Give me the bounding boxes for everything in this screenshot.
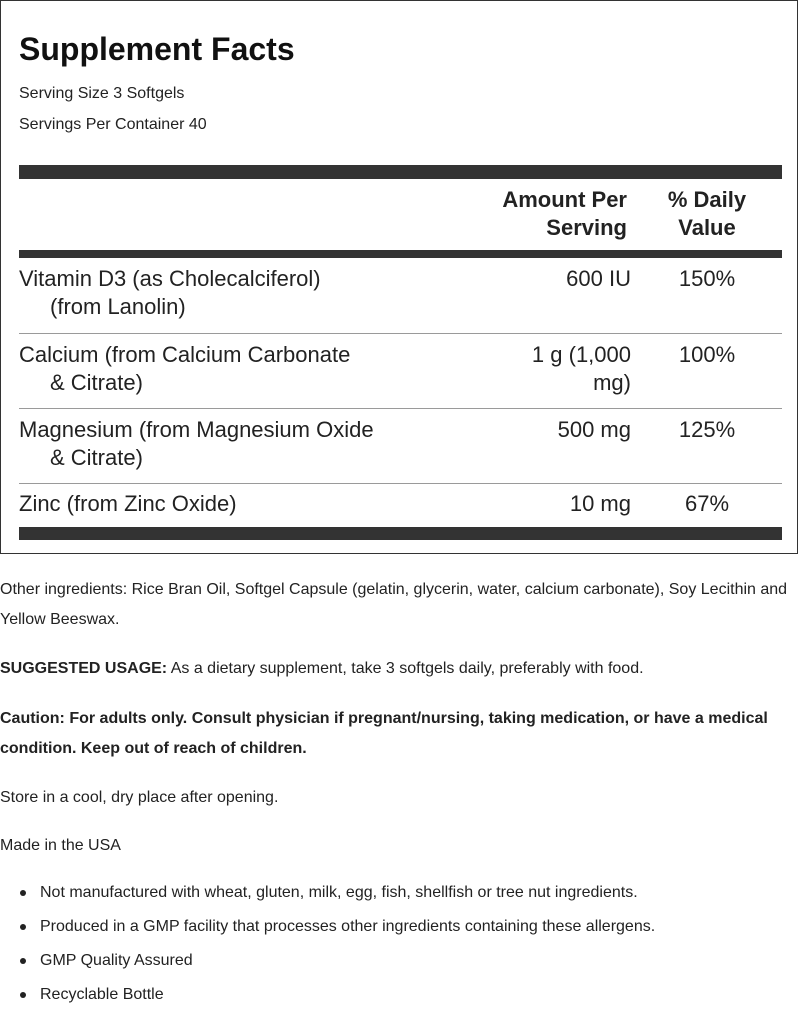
nutrient-amount bbox=[491, 341, 631, 397]
header-dv-line2: Value bbox=[678, 215, 736, 240]
suggested-usage-text: As a dietary supplement, take 3 softgels daily, preferably with food. bbox=[167, 660, 644, 677]
feature-bullet-list bbox=[0, 876, 798, 1012]
country-of-origin: Made in the USA bbox=[0, 837, 121, 854]
nutrient-amount bbox=[491, 490, 631, 518]
list-item bbox=[0, 978, 798, 1012]
nutrient-amount-line2: mg) bbox=[593, 370, 631, 395]
header-amount-line1: Amount Per bbox=[502, 187, 627, 212]
nutrient-amount-line1: 500 mg bbox=[557, 417, 631, 442]
caution-statement: Caution: For adults only. Consult physician if pregnant/nursing, taking medication, or have a medical condition. Keep out of reach of children. bbox=[0, 710, 768, 757]
header-amount-line2: Serving bbox=[546, 215, 627, 240]
bullet-dot-icon bbox=[20, 924, 26, 930]
thick-divider-middle bbox=[19, 250, 782, 258]
thick-divider-bottom bbox=[19, 527, 782, 540]
nutrient-name: Magnesium (from Magnesium Oxide bbox=[19, 417, 374, 442]
nutrient-name: Calcium (from Calcium Carbonate bbox=[19, 342, 351, 367]
thick-divider-top bbox=[19, 165, 782, 179]
bullet-dot-icon bbox=[20, 992, 26, 998]
nutrient-row-vitamin-d3 bbox=[19, 265, 782, 329]
nutrient-source: & Citrate) bbox=[50, 445, 143, 470]
nutrient-source: & Citrate) bbox=[50, 370, 143, 395]
nutrient-daily-value: 125% bbox=[678, 417, 736, 442]
list-item bbox=[0, 944, 798, 978]
nutrient-row-magnesium bbox=[19, 416, 782, 480]
nutrient-daily-value: 150% bbox=[678, 266, 736, 291]
nutrient-name: Vitamin D3 (as Cholecalciferol) bbox=[19, 266, 321, 291]
suggested-usage-label: SUGGESTED USAGE: bbox=[0, 660, 168, 677]
storage-instructions: Store in a cool, dry place after opening. bbox=[0, 789, 279, 806]
suggested-usage bbox=[0, 654, 798, 684]
serving-size: Serving Size 3 Softgels bbox=[19, 85, 185, 102]
list-item-text: Not manufactured with wheat, gluten, milk, egg, fish, shellfish or tree nut ingredients. bbox=[40, 884, 638, 901]
list-item-text: Recyclable Bottle bbox=[40, 986, 164, 1003]
nutrient-amount-line1: 10 mg bbox=[569, 491, 631, 516]
row-divider bbox=[19, 483, 782, 484]
nutrient-source: (from Lanolin) bbox=[50, 294, 186, 319]
nutrient-amount bbox=[491, 416, 631, 444]
list-item bbox=[0, 910, 798, 944]
header-dv-line1: % Daily bbox=[667, 187, 747, 212]
bullet-dot-icon bbox=[20, 890, 26, 896]
nutrient-amount-line1: 600 IU bbox=[566, 266, 631, 291]
other-ingredients: Other ingredients: Rice Bran Oil, Softgel Capsule (gelatin, glycerin, water, calcium carbonate), Soy Lecithin and Yellow Beeswax. bbox=[0, 581, 788, 628]
nutrient-row-calcium bbox=[19, 341, 782, 405]
list-item-text: GMP Quality Assured bbox=[40, 952, 193, 969]
list-item bbox=[0, 876, 798, 910]
nutrient-amount-line1: 1 g (1,000 bbox=[531, 342, 631, 367]
facts-title: Supplement Facts bbox=[19, 31, 295, 67]
nutrient-daily-value: 100% bbox=[678, 342, 736, 367]
header-amount-per-serving bbox=[502, 186, 627, 242]
nutrient-row-zinc bbox=[19, 490, 782, 520]
nutrient-name: Zinc (from Zinc Oxide) bbox=[19, 491, 237, 516]
nutrient-daily-value: 67% bbox=[684, 491, 730, 516]
nutrient-amount bbox=[491, 265, 631, 293]
bullet-dot-icon bbox=[20, 958, 26, 964]
row-divider bbox=[19, 333, 782, 334]
header-daily-value bbox=[647, 186, 767, 242]
list-item-text: Produced in a GMP facility that processes other ingredients containing these allergens. bbox=[40, 918, 656, 935]
row-divider bbox=[19, 408, 782, 409]
servings-per-container: Servings Per Container 40 bbox=[19, 116, 207, 133]
